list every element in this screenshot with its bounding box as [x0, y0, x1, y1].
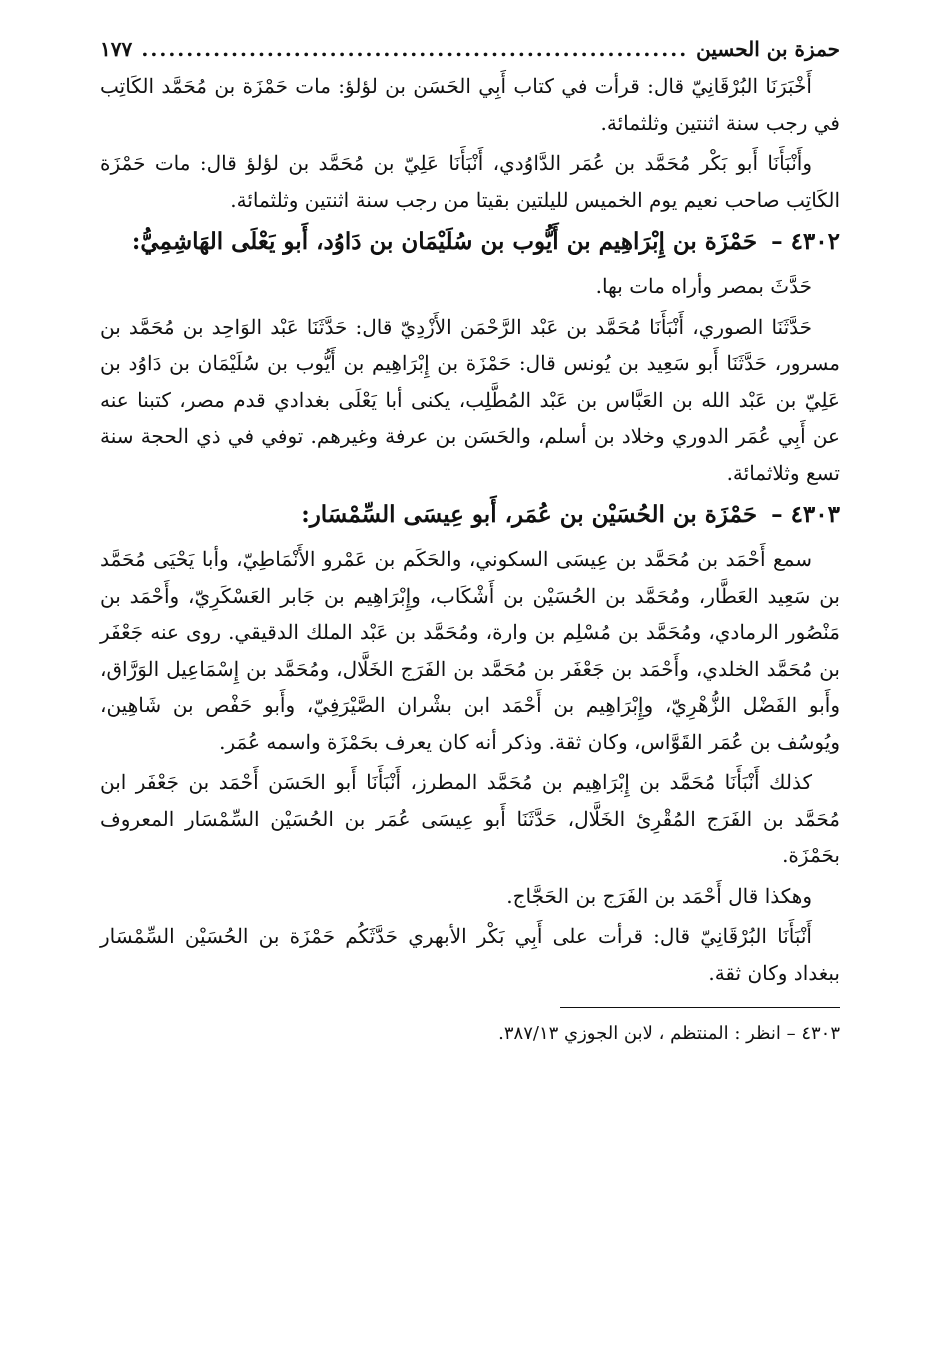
page-header [100, 30, 840, 68]
paragraph-ibn-yunus-report: حَدَّثَنَا الصوري، أَنْبَأَنَا مُحَمَّد بن عَبْد الرَّحْمَن الأَزْدِيّ قال: حَدَّثَنَا عَبْد الوَاحِد بن مُحَمَّد بن مسرور، حَدَّثَنَا أَبو سَعِيد بن يُونس قال: حَمْزَة بن إِبْرَاهِيم بن أَيُّوب بن سُلَيْمَان بن دَاوُد بن عَلِيّ بن عَبْد الله بن العَبَّاس بن عَبْد المُطَّلِب، يكنى أبا يَعْلَى بغدادي قدم مصر، كتبنا عنه عن أَبِي عُمَر الدوري وخلاد بن أسلم، والحَسَن بن عرفة وغيرهم. توفي في ذي الحجة سنة تسع وثلاثمائة. [100, 314, 840, 485]
paragraph-isnad-confirmation: كذلك أَنْبَأَنَا مُحَمَّد بن إِبْرَاهِيم بن مُحَمَّد المطرز، أَنْبَأَنَا أَبو الحَسَن أَحْمَد بن جَعْفَر ابن مُحَمَّد بن الفَرَج المُقْرِئ الخَلَّال، حَدَّثَنَا أَبو عِيسَى عُمَر بن الحُسَيْن السِّمْسَار المعروف بحَمْزَة. [100, 770, 840, 867]
paragraph-death-report-2: وأَنْبَأَنَا أَبو بَكْر مُحَمَّد بن عُمَر الدَّاوُدي، أَنْبَأَنَا عَلِيّ بن مُحَمَّد بن لؤلؤ قال: مات حَمْزَة الكَاتِب صاحب نعيم يوم الخميس لليلتين بقيتا من رجب سنة اثنتين وثلثمائة. [100, 151, 840, 212]
header-dot-leader [140, 30, 688, 68]
footnote: ٤٣٠٣ – انظر : المنتظم ، لابن الجوزي ٣٨٧/١٣. [498, 1023, 840, 1044]
page-number: ١٧٧ [100, 37, 133, 61]
entry-heading-4303 [100, 495, 840, 535]
entry-heading-4302 [100, 222, 840, 262]
paragraph-barqani-report: أَنْبَأَنَا البُرْقَانِيّ قال: قرأت على أَبِي بَكْر الأبهري حَدَّثَكُم حَمْزَة بن الحُسَيْن السِّمْسَار ببغداد وكان ثقة. [100, 924, 840, 985]
footnote-divider [560, 1007, 840, 1008]
entry-title-text: حَمْزَة بن الحُسَيْن بن عُمَر، أَبو عِيسَى السِّمْسَار: [301, 501, 758, 528]
entry-number: ٤٣٠٢ – [771, 228, 840, 255]
running-title: حمزة بن الحسين [696, 37, 840, 61]
paragraph-teachers-and-students: سمع أَحْمَد بن مُحَمَّد بن عِيسَى السكوني، والحَكَم بن عَمْرو الأَنْمَاطِيّ، وأبا يَحْيَى مُحَمَّد بن سَعِيد العَطَّار، ومُحَمَّد بن الحُسَيْن بن أَشْكَاب، وإِبْرَاهِيم بن جَابر العَسْكَرِيّ، وأَحْمَد بن مَنْصُور الرمادي، ومُحَمَّد بن مُسْلِم بن وارة، ومُحَمَّد بن عَبْد الملك الدقيقي. روى عنه جَعْفَر بن مُحَمَّد الخلدي، وأَحْمَد بن جَعْفَر بن مُحَمَّد بن الفَرَج الخَلَّال، ومُحَمَّد بن إِسْمَاعِيل الوَرَّاق، وأَبو الفَضْل الزُّهْرِيّ، وإِبْرَاهِيم بن أَحْمَد ابن بشْران الصَّيْرَفِيّ، وأَبو حَفْص بن شَاهِين، ويُوسُف بن عُمَر القَوَّاس، وكان ثقة. وذكر أنه كان يعرف بحَمْزَة واسمه عُمَر. [100, 547, 840, 754]
paragraph-narrated-in-egypt: حَدَّثَ بمصر وأراه مات بها. [595, 274, 812, 298]
paragraph-death-report-1: أَخْبَرَنَا البُرْقَانِيّ قال: قرأت في كتاب أَبِي الحَسَن بن لؤلؤ: مات حَمْزَة بن مُحَمَّد الكَاتِب في رجب سنة اثنتين وثلثمائة. [100, 74, 840, 135]
entry-number: ٤٣٠٣ – [771, 501, 840, 528]
entry-title-text: حَمْزَة بن إِبْرَاهِيم بن أَيُّوب بن سُلَيْمَان بن دَاوُد، أَبو يَعْلَى الهَاشِمِيُّ: [131, 228, 758, 255]
book-page [100, 30, 840, 1050]
paragraph-ibn-al-hajjaj: وهكذا قال أَحْمَد بن الفَرَج بن الحَجَّاج. [506, 883, 812, 908]
